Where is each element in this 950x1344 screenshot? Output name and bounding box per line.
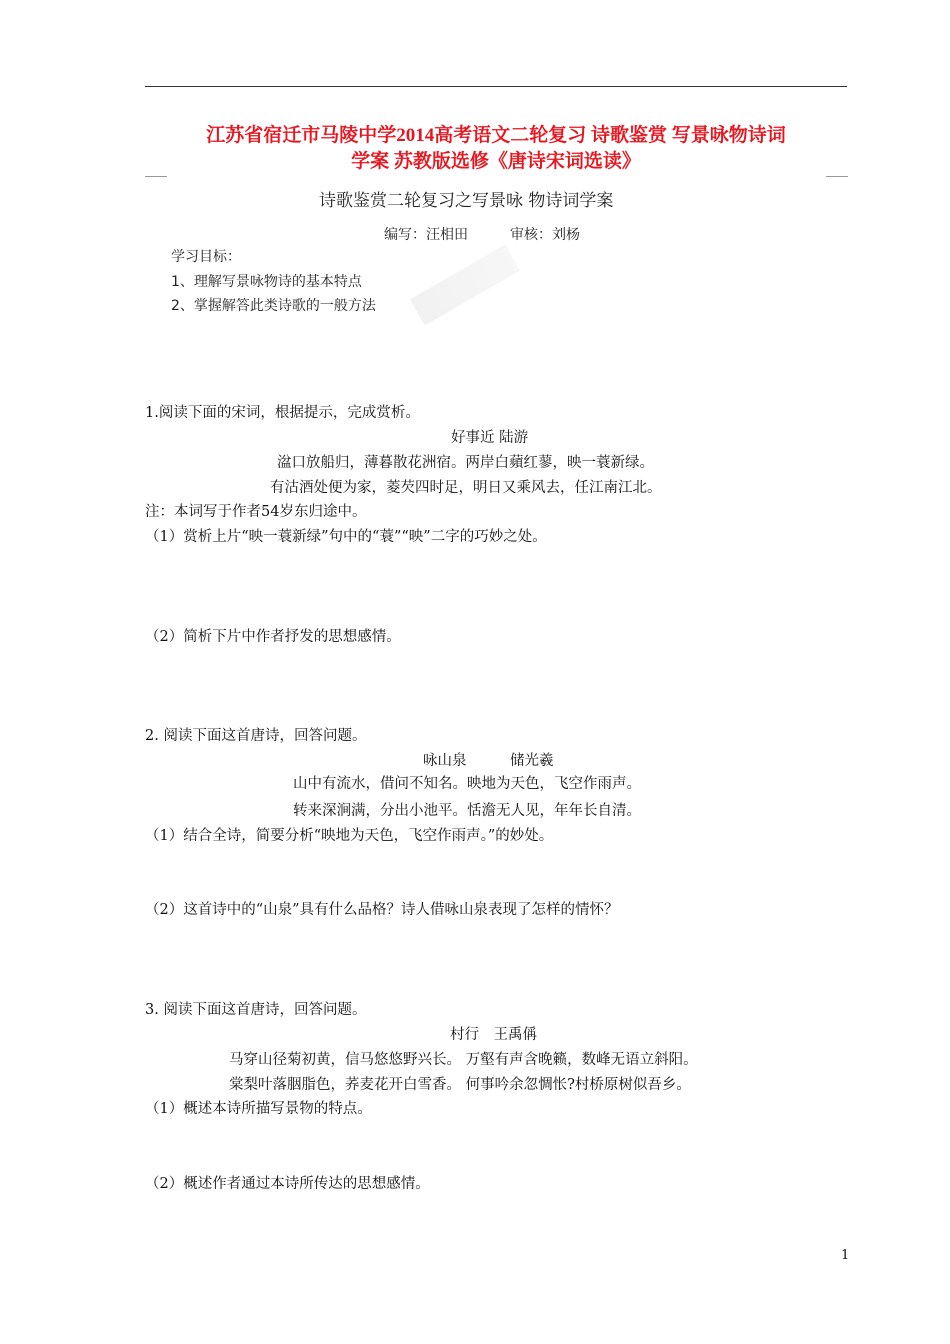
worksheet-subtitle: 诗歌鉴赏二轮复习之写景咏 物诗词学案: [319, 191, 614, 211]
goal-item: 1、理解写景咏物诗的基本特点: [171, 274, 362, 290]
q2-prompt: 2. 阅读下面这首唐诗，回答问题。: [145, 728, 367, 744]
margin-mark-right: [826, 172, 848, 177]
q1-subquestion: （1）赏析上片“映一蓑新绿”句中的“蓑”“映”二字的巧妙之处。: [145, 529, 547, 545]
goals-title: 学习目标：: [171, 249, 241, 265]
q1-prompt: 1.阅读下面的宋词，根据提示，完成赏析。: [145, 405, 420, 421]
goal-item: 2、掌握解答此类诗歌的一般方法: [171, 298, 376, 314]
q2-subquestion: （2）这首诗中的“山泉”具有什么品格？诗人借咏山泉表现了怎样的情怀？: [145, 902, 619, 918]
q3-poem-title: 村行 王禹偁: [450, 1027, 537, 1043]
authors-line: 编写：汪相田 审核：刘杨: [384, 227, 580, 243]
margin-mark-left: [145, 172, 167, 177]
document-title-line2: 学案 苏教版选修《唐诗宋词选读》: [351, 151, 641, 172]
q3-subquestion: （1）概述本诗所描写景物的特点。: [145, 1101, 372, 1117]
q3-poem-line: 马穿山径菊初黄，信马悠悠野兴长。 万壑有声含晚籁，数峰无语立斜阳。: [229, 1052, 698, 1068]
document-title-line1: 江苏省宿迁市马陵中学2014高考语文二轮复习 诗歌鉴赏 写景咏物诗词: [206, 125, 786, 146]
q2-poem-title: 咏山泉 储光羲: [423, 753, 554, 769]
page-number: 1: [841, 1248, 850, 1263]
q2-subquestion: （1）结合全诗，简要分析“映地为天色，飞空作雨声。”的妙处。: [145, 828, 554, 844]
q1-subquestion: （2）简析下片中作者抒发的思想感情。: [145, 629, 401, 645]
q2-poem-line: 山中有流水，借问不知名。映地为天色，飞空作雨声。: [293, 776, 641, 792]
header-rule: [145, 86, 847, 87]
q1-note: 注：本词写于作者54岁东归途中。: [145, 504, 367, 520]
q3-poem-line: 棠梨叶落胭脂色，荞麦花开白雪香。 何事吟余忽惆怅?村桥原树似吾乡。: [229, 1077, 691, 1093]
q3-prompt: 3. 阅读下面这首唐诗，回答问题。: [145, 1002, 367, 1018]
q3-subquestion: （2）概述作者通过本诗所传达的思想感情。: [145, 1176, 430, 1192]
q1-poem-line: 湓口放船归，薄暮散花洲宿。两岸白蘋红蓼，映一蓑新绿。: [277, 455, 654, 471]
q1-poem-title: 好事近 陆游: [451, 430, 529, 446]
scan-watermark: [410, 245, 520, 326]
q2-poem-line: 转来深涧满，分出小池平。恬澹无人见，年年长自清。: [293, 803, 641, 819]
q1-poem-line: 有沽酒处便为家，菱芡四时足，明日又乘风去，任江南江北。: [270, 480, 662, 496]
